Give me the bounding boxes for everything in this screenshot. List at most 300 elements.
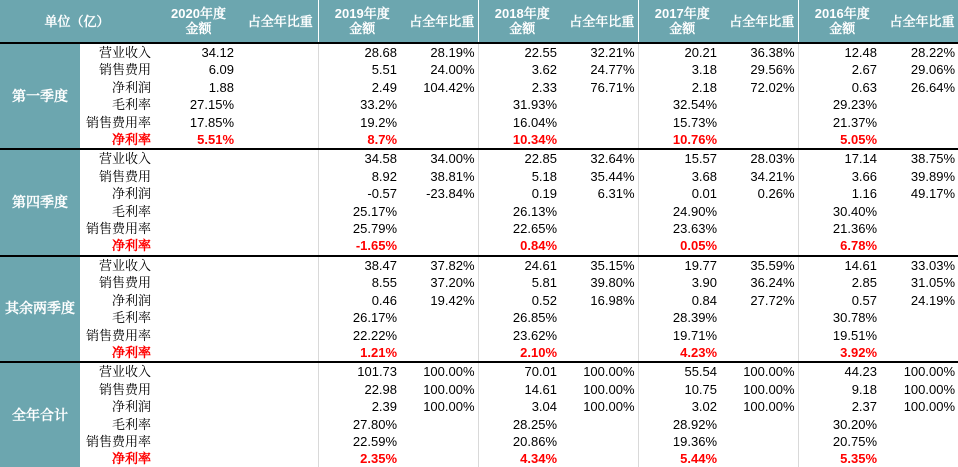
metric-label-cell: 净利率: [112, 132, 152, 148]
amount-label: 金额: [185, 21, 212, 36]
amount-cell: 2.37: [798, 398, 886, 415]
amount-cell: [154, 220, 243, 237]
table-row: [0, 381, 958, 398]
quarter-section: [0, 256, 958, 362]
amount-cell: 28.92%: [638, 416, 726, 433]
year-amount-header-2017: [638, 0, 726, 43]
share-cell: 72.02%: [750, 79, 795, 95]
share-cell: [406, 327, 478, 344]
share-cell: 29.06%: [910, 62, 956, 78]
share-cell: [566, 433, 638, 450]
share-cell: [243, 309, 318, 326]
amount-cell: 22.98: [318, 381, 406, 398]
metric-label-cell: 销售费用率: [86, 114, 152, 130]
share-cell: [243, 381, 318, 398]
amount-cell: [154, 381, 243, 398]
amount-cell: 2.67: [798, 61, 886, 78]
table-row: [0, 149, 958, 167]
share-cell: 35.59%: [726, 256, 798, 274]
amount-cell: 22.65%: [478, 220, 566, 237]
share-cell: [886, 344, 958, 362]
amount-cell: 6.09: [208, 62, 235, 78]
share-header-2018: 占全年比重: [566, 0, 638, 43]
share-cell: 6.31%: [597, 186, 635, 202]
share-cell: [243, 220, 318, 237]
amount-cell: [154, 274, 243, 291]
metric-label-cell: 营业收入: [80, 43, 154, 61]
table-row: [0, 237, 958, 255]
amount-cell: 38.47: [318, 256, 406, 274]
table-row: [0, 220, 958, 237]
amount-cell: 3.66: [798, 168, 886, 185]
amount-cell: 15.57: [638, 149, 726, 167]
share-cell: [243, 203, 318, 220]
amount-cell: -0.57: [318, 185, 406, 202]
metric-label-cell: 净利润: [112, 292, 152, 308]
amount-cell: 0.84%: [478, 237, 566, 255]
amount-cell: 3.90: [638, 274, 726, 291]
amount-cell: 4.23%: [638, 344, 726, 362]
table-row: [0, 114, 958, 131]
amount-cell: 2.49: [318, 79, 406, 96]
share-cell: [886, 433, 958, 450]
amount-cell: 5.35%: [798, 450, 886, 467]
unit-header-cell: 单位（亿）: [0, 0, 154, 43]
year-amount-header-2016: [798, 0, 886, 43]
quarter-name-cell: 其余两季度: [0, 256, 80, 362]
amount-cell: 22.55: [478, 43, 566, 61]
metric-label-cell: 净利润: [112, 79, 152, 95]
amount-cell: 10.75: [638, 381, 726, 398]
amount-cell: 5.81: [478, 274, 566, 291]
amount-cell: 0.52: [478, 292, 566, 309]
share-cell: 34.00%: [406, 149, 478, 167]
metric-label-cell: 销售费用率: [86, 433, 152, 449]
share-cell: 100.00%: [423, 399, 475, 415]
metric-label-cell: 毛利率: [112, 310, 152, 326]
amount-cell: 25.17%: [318, 203, 406, 220]
share-cell: 39.80%: [590, 275, 635, 291]
amount-cell: 19.51%: [798, 327, 886, 344]
amount-cell: [154, 362, 243, 380]
share-cell: [406, 450, 478, 467]
amount-cell: 20.86%: [478, 433, 566, 450]
share-cell: [726, 416, 798, 433]
amount-cell: 3.04: [478, 398, 566, 415]
metric-label-cell: 净利润: [112, 186, 152, 202]
year-label: 2017年度: [654, 6, 710, 21]
year-label: 2019年度: [334, 6, 390, 21]
table-row: [0, 362, 958, 380]
table-row: [0, 309, 958, 326]
quarter-name-cell: 第四季度: [0, 149, 80, 255]
amount-cell: 32.54%: [638, 96, 726, 113]
amount-cell: 34.12: [154, 43, 243, 61]
amount-cell: 44.23: [798, 362, 886, 380]
amount-cell: 24.90%: [638, 203, 726, 220]
share-cell: 100.00%: [406, 362, 478, 380]
metric-label-cell: 销售费用: [99, 275, 152, 291]
amount-cell: 6.78%: [798, 237, 886, 255]
year-amount-header-2018: [478, 0, 566, 43]
amount-cell: 27.15%: [189, 97, 235, 113]
share-cell: 100.00%: [886, 362, 958, 380]
share-cell: 37.82%: [406, 256, 478, 274]
amount-cell: [154, 185, 243, 202]
table-row: [0, 256, 958, 274]
share-cell: [726, 131, 798, 149]
quarter-section: [0, 362, 958, 467]
amount-cell: 26.13%: [478, 203, 566, 220]
year-label: 2018年度: [494, 6, 550, 21]
amount-cell: 0.05%: [638, 237, 726, 255]
share-cell: 100.00%: [423, 381, 475, 397]
amount-cell: 14.61: [478, 381, 566, 398]
share-cell: [726, 96, 798, 113]
share-cell: [406, 220, 478, 237]
amount-cell: 19.77: [638, 256, 726, 274]
amount-cell: 0.46: [318, 292, 406, 309]
share-cell: 37.20%: [430, 275, 475, 291]
amount-cell: 14.61: [798, 256, 886, 274]
amount-cell: -1.65%: [318, 237, 406, 255]
amount-cell: 5.51%: [197, 132, 235, 148]
metric-label-cell: 营业收入: [80, 362, 154, 380]
quarter-section: [0, 43, 958, 149]
amount-cell: [154, 398, 243, 415]
share-cell: [243, 433, 318, 450]
table-row: [0, 450, 958, 467]
share-cell: 100.00%: [743, 381, 795, 397]
table-row: [0, 43, 958, 61]
metric-label-cell: 营业收入: [80, 256, 154, 274]
share-header-2020: 占全年比重: [243, 0, 318, 43]
share-cell: [886, 309, 958, 326]
amount-cell: 20.21: [638, 43, 726, 61]
amount-cell: 2.39: [318, 398, 406, 415]
share-cell: [886, 327, 958, 344]
amount-cell: 3.62: [478, 61, 566, 78]
share-cell: [243, 96, 318, 113]
metric-label-cell: 营业收入: [80, 149, 154, 167]
share-cell: [886, 450, 958, 467]
amount-cell: 17.14: [798, 149, 886, 167]
quarter-name-cell: 全年合计: [0, 362, 80, 467]
amount-cell: 22.85: [478, 149, 566, 167]
amount-cell: 5.05%: [798, 131, 886, 149]
amount-cell: 34.58: [318, 149, 406, 167]
amount-cell: 19.36%: [638, 433, 726, 450]
share-cell: [406, 114, 478, 131]
amount-cell: 31.93%: [478, 96, 566, 113]
share-cell: [243, 327, 318, 344]
amount-cell: 10.34%: [478, 131, 566, 149]
share-cell: [243, 149, 318, 167]
amount-cell: 26.17%: [318, 309, 406, 326]
share-cell: 24.19%: [910, 292, 956, 308]
amount-cell: 16.04%: [478, 114, 566, 131]
amount-cell: [154, 203, 243, 220]
table-row: [0, 79, 958, 96]
table-row: [0, 433, 958, 450]
share-cell: 26.64%: [910, 79, 956, 95]
share-cell: [243, 79, 318, 96]
share-header-2016: 占全年比重: [886, 0, 958, 43]
metric-label-cell: 毛利率: [112, 203, 152, 219]
quarter-name-cell: 第一季度: [0, 43, 80, 149]
amount-cell: [154, 256, 243, 274]
share-cell: 36.24%: [750, 275, 795, 291]
table-row: [0, 344, 958, 362]
amount-cell: [154, 327, 243, 344]
share-cell: 24.77%: [590, 62, 635, 78]
amount-cell: 28.25%: [478, 416, 566, 433]
share-cell: [566, 450, 638, 467]
metric-label-cell: 净利润: [112, 399, 152, 415]
share-cell: [886, 114, 958, 131]
share-cell: [566, 220, 638, 237]
amount-cell: [154, 450, 243, 467]
amount-cell: 101.73: [318, 362, 406, 380]
share-cell: [726, 114, 798, 131]
amount-cell: 0.84: [638, 292, 726, 309]
amount-cell: 3.92%: [798, 344, 886, 362]
amount-cell: 70.01: [478, 362, 566, 380]
share-cell: 19.42%: [430, 292, 475, 308]
amount-cell: 8.7%: [318, 131, 406, 149]
amount-cell: 29.23%: [798, 96, 886, 113]
amount-cell: 22.22%: [318, 327, 406, 344]
amount-cell: 2.85: [798, 274, 886, 291]
share-cell: 28.03%: [726, 149, 798, 167]
share-cell: [243, 43, 318, 61]
amount-cell: 9.18: [798, 381, 886, 398]
year-amount-header-2019: [318, 0, 406, 43]
share-cell: [726, 220, 798, 237]
share-cell: 104.42%: [423, 79, 475, 95]
share-cell: [566, 114, 638, 131]
amount-cell: 15.73%: [638, 114, 726, 131]
table-row: [0, 185, 958, 202]
amount-cell: 3.02: [638, 398, 726, 415]
share-cell: 35.15%: [566, 256, 638, 274]
share-cell: [243, 185, 318, 202]
share-cell: [566, 96, 638, 113]
amount-label: 金额: [829, 21, 856, 36]
share-cell: [566, 237, 638, 255]
amount-cell: 0.63: [798, 79, 886, 96]
amount-cell: 2.35%: [318, 450, 406, 467]
metric-label-cell: 净利率: [112, 238, 152, 254]
amount-cell: [154, 168, 243, 185]
amount-cell: 2.18: [638, 79, 726, 96]
year-label: 2020年度: [171, 6, 226, 21]
table-row: [0, 203, 958, 220]
amount-cell: 28.68: [318, 43, 406, 61]
quarter-section: [0, 149, 958, 255]
amount-cell: 26.85%: [478, 309, 566, 326]
amount-cell: [154, 433, 243, 450]
amount-cell: 24.61: [478, 256, 566, 274]
amount-cell: 30.20%: [798, 416, 886, 433]
share-cell: [243, 344, 318, 362]
share-header-2019: 占全年比重: [406, 0, 478, 43]
share-cell: [566, 203, 638, 220]
amount-cell: 23.63%: [638, 220, 726, 237]
share-cell: [726, 433, 798, 450]
amount-cell: 33.2%: [318, 96, 406, 113]
share-cell: [243, 274, 318, 291]
share-cell: 100.00%: [903, 381, 956, 397]
amount-cell: 12.48: [798, 43, 886, 61]
amount-cell: 3.18: [638, 61, 726, 78]
share-cell: [406, 309, 478, 326]
amount-cell: [154, 237, 243, 255]
metric-label-cell: 毛利率: [112, 416, 152, 432]
table-row: [0, 292, 958, 309]
share-cell: 29.56%: [750, 62, 795, 78]
share-cell: 76.71%: [590, 79, 635, 95]
share-cell: 100.00%: [583, 399, 635, 415]
share-cell: 100.00%: [726, 362, 798, 380]
share-cell: 28.22%: [886, 43, 958, 61]
share-cell: [566, 309, 638, 326]
share-cell: 35.44%: [590, 168, 635, 184]
amount-cell: 8.92: [318, 168, 406, 185]
metric-label-cell: 销售费用率: [86, 221, 152, 237]
share-cell: [886, 416, 958, 433]
share-cell: [726, 344, 798, 362]
share-cell: [566, 327, 638, 344]
share-cell: [886, 96, 958, 113]
share-cell: 38.81%: [430, 168, 475, 184]
amount-cell: [154, 416, 243, 433]
table-row: [0, 274, 958, 291]
share-cell: 100.00%: [566, 362, 638, 380]
share-cell: [243, 131, 318, 149]
share-cell: [726, 327, 798, 344]
share-cell: [726, 309, 798, 326]
share-cell: [406, 433, 478, 450]
amount-cell: 10.76%: [638, 131, 726, 149]
share-cell: 33.03%: [886, 256, 958, 274]
table-row: [0, 61, 958, 78]
amount-label: 金额: [669, 21, 696, 36]
table-row: [0, 327, 958, 344]
amount-cell: 23.62%: [478, 327, 566, 344]
amount-cell: 5.51: [318, 61, 406, 78]
share-cell: -23.84%: [426, 186, 475, 202]
amount-cell: 22.59%: [318, 433, 406, 450]
metric-label-cell: 毛利率: [112, 97, 152, 113]
amount-cell: [154, 344, 243, 362]
share-cell: [406, 131, 478, 149]
share-cell: 32.64%: [566, 149, 638, 167]
amount-cell: [154, 292, 243, 309]
share-cell: [726, 203, 798, 220]
share-cell: [886, 203, 958, 220]
amount-cell: [154, 149, 243, 167]
metric-label-cell: 销售费用: [99, 381, 152, 397]
share-cell: [243, 256, 318, 274]
metric-label-cell: 净利率: [112, 344, 152, 360]
table-row: [0, 96, 958, 113]
metric-label-cell: 净利率: [112, 451, 152, 467]
share-cell: [243, 398, 318, 415]
share-cell: [243, 416, 318, 433]
share-cell: [243, 168, 318, 185]
share-cell: [406, 237, 478, 255]
amount-label: 金额: [509, 21, 536, 36]
share-cell: [243, 450, 318, 467]
share-cell: 34.21%: [750, 168, 795, 184]
share-cell: 36.38%: [726, 43, 798, 61]
share-cell: 49.17%: [910, 186, 956, 202]
amount-cell: 1.16: [798, 185, 886, 202]
share-cell: [406, 96, 478, 113]
share-cell: 24.00%: [430, 62, 475, 78]
share-cell: [243, 237, 318, 255]
share-cell: [243, 61, 318, 78]
share-cell: [886, 237, 958, 255]
amount-cell: 1.88: [208, 79, 235, 95]
share-cell: [726, 237, 798, 255]
amount-cell: 19.2%: [318, 114, 406, 131]
share-cell: 28.19%: [406, 43, 478, 61]
share-cell: 39.89%: [910, 168, 956, 184]
share-cell: [406, 416, 478, 433]
share-header-2017: 占全年比重: [726, 0, 798, 43]
amount-cell: 3.68: [638, 168, 726, 185]
table-row: [0, 416, 958, 433]
amount-cell: 5.18: [478, 168, 566, 185]
share-cell: [886, 220, 958, 237]
year-amount-header-2020: [154, 0, 243, 43]
amount-cell: 30.78%: [798, 309, 886, 326]
share-cell: 100.00%: [903, 399, 956, 415]
share-cell: [243, 362, 318, 380]
amount-label: 金额: [349, 21, 376, 36]
amount-cell: 17.85%: [189, 114, 235, 130]
share-cell: 100.00%: [583, 381, 635, 397]
table-header-row: [0, 0, 958, 43]
metric-label-cell: 销售费用率: [86, 327, 152, 343]
amount-cell: 28.39%: [638, 309, 726, 326]
amount-cell: 2.10%: [478, 344, 566, 362]
amount-cell: 2.33: [478, 79, 566, 96]
share-cell: [566, 344, 638, 362]
share-cell: 100.00%: [743, 399, 795, 415]
share-cell: [726, 450, 798, 467]
share-cell: 32.21%: [566, 43, 638, 61]
share-cell: [406, 344, 478, 362]
amount-cell: 0.57: [798, 292, 886, 309]
share-cell: [886, 131, 958, 149]
share-cell: 38.75%: [886, 149, 958, 167]
metric-label-cell: 销售费用: [99, 168, 152, 184]
year-label: 2016年度: [814, 6, 870, 21]
amount-cell: 19.71%: [638, 327, 726, 344]
table-row: [0, 168, 958, 185]
amount-cell: 21.36%: [798, 220, 886, 237]
share-cell: 27.72%: [750, 292, 795, 308]
amount-cell: 0.19: [478, 185, 566, 202]
amount-cell: 1.21%: [318, 344, 406, 362]
share-cell: [566, 131, 638, 149]
share-cell: 31.05%: [910, 275, 956, 291]
amount-cell: 27.80%: [318, 416, 406, 433]
share-cell: 16.98%: [590, 292, 635, 308]
